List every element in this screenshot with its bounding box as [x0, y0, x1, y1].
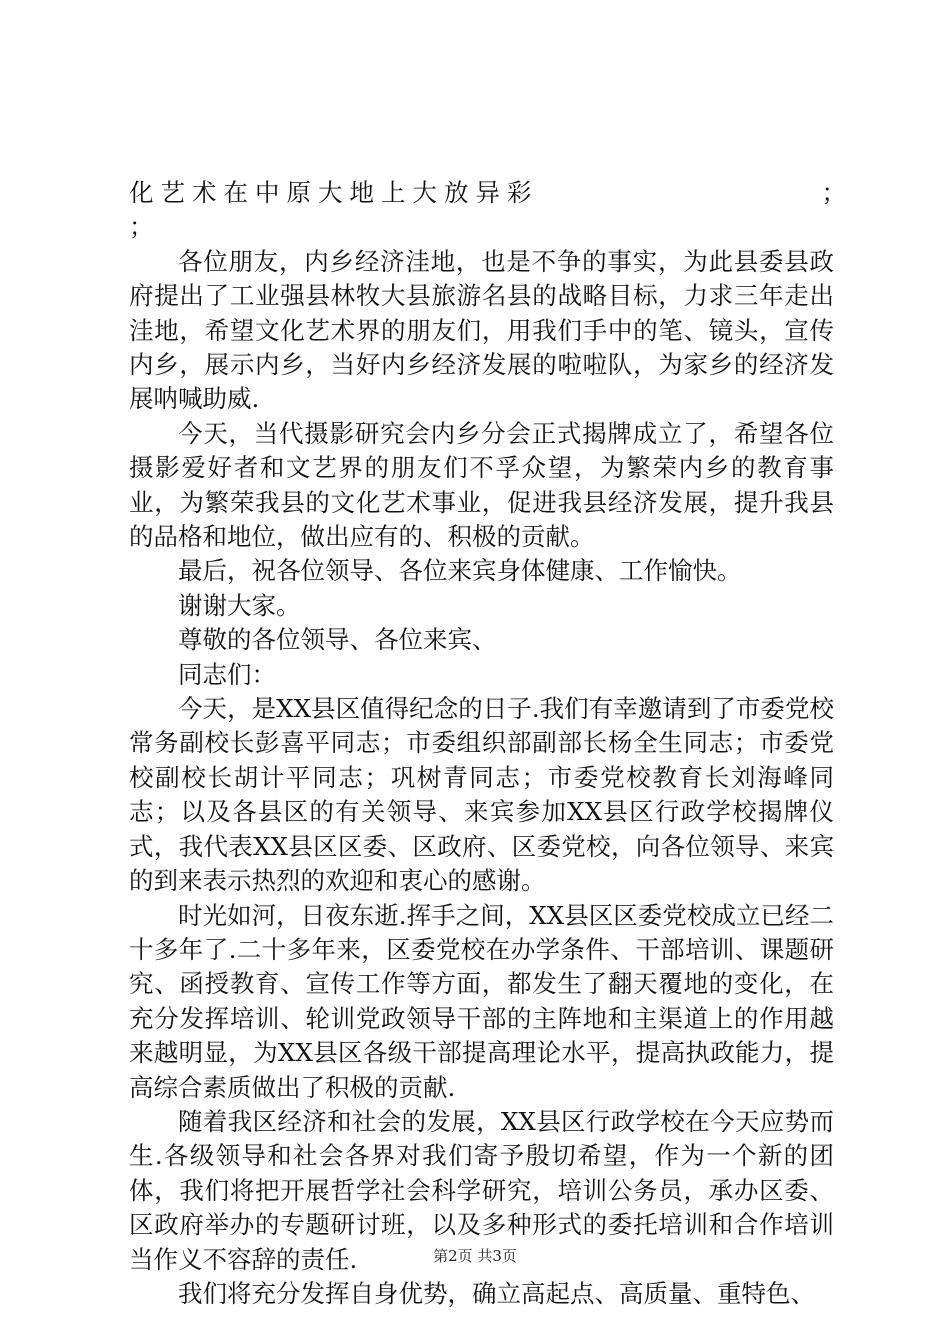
paragraph: 随着我区经济和社会的发展，XX县区行政学校在今天应势而生.各级领导和社会各界对我们寄予殷切希望，作为一个新的团体，我们将把开展哲学社会科学研究，培训公务员，承办区委、区政府举办的专题研讨班，以及多种形式的委托培训和合作培训当作义不容辞的责任. — [129, 1106, 834, 1274]
page-footer: 第2页 共3页 — [433, 1247, 517, 1265]
paragraph: 尊敬的各位领导、各位来宾、 — [178, 625, 497, 655]
paragraph: 今天，当代摄影研究会内乡分会正式揭牌成立了，希望各位摄影爱好者和文艺界的朋友们不孚众望，为繁荣内乡的教育事业，为繁荣我县的文化艺术事业，促进我县经济发展，提升我县的品格和地位，做出应有的、积极的贡献。 — [129, 418, 834, 552]
paragraph: 各位朋友，内乡经济洼地，也是不争的事实，为此县委县政府提出了工业强县林牧大县旅游名县的战略目标，力求三年走出洼地，希望文化艺术界的朋友们，用我们手中的笔、镜头，宣传内乡，展示内乡，当好内乡经济发展的啦啦队，为家乡的经济发展呐喊助威. — [129, 246, 834, 414]
semicolon-line: ； — [129, 212, 154, 242]
paragraph: 今天，是XX县区值得纪念的日子.我们有幸邀请到了市委党校常务副校长彭喜平同志；市委组织部副部长杨全生同志；市委党校副校长胡计平同志；巩树青同志；市委党校教育长刘海峰同志；以及各县区的有关领导、来宾参加XX县区行政学校揭牌仪式，我代表XX县区区委、区政府、区委党校，向各位领导、来宾的到来表示热烈的欢迎和衷心的感谢。 — [129, 694, 834, 896]
continued-line-semicolon: ； — [821, 178, 846, 207]
paragraph: 最后，祝各位领导、各位来宾身体健康、工作愉快。 — [178, 556, 742, 586]
paragraph: 我们将充分发挥自身优势，确立高起点、高质量、重特色、 — [178, 1278, 815, 1308]
paragraph: 谢谢大家。 — [178, 590, 301, 620]
continued-line-text: 化艺术在中原大地上大放异彩 — [129, 178, 539, 207]
continued-line — [129, 176, 846, 210]
paragraph: 时光如河，日夜东逝.挥手之间，XX县区区委党校成立已经二十多年了.二十多年来，区委党校在办学条件、干部培训、课题研究、函授教育、宣传工作等方面，都发生了翻天覆地的变化，在充分发挥培训、轮训党政领导干部的主阵地和主渠道上的作用越来越明显，为XX县区各级干部提高理论水平，提高执政能力，提高综合素质做出了积极的贡献. — [129, 900, 834, 1102]
document-body — [129, 176, 846, 1311]
paragraph: 同志们： — [178, 659, 276, 689]
